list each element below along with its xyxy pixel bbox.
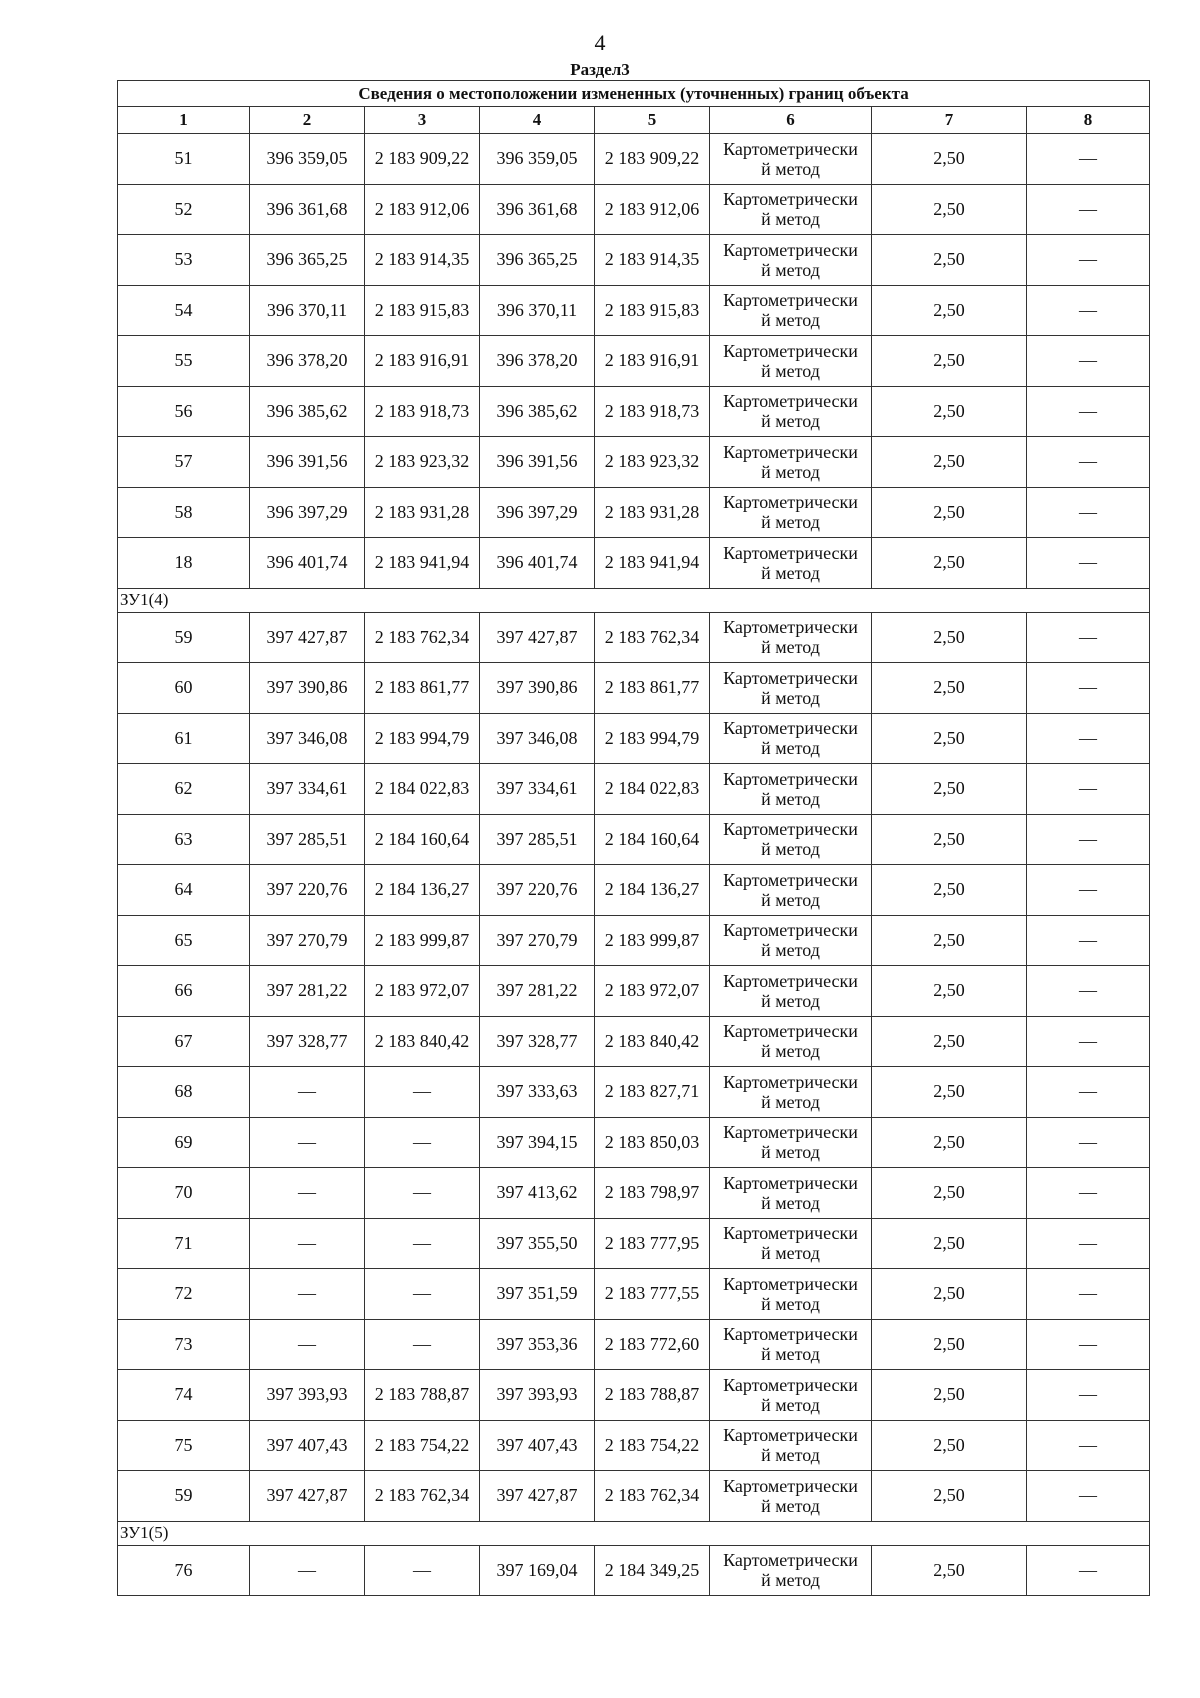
- table-cell-col-2: —: [250, 1067, 365, 1118]
- table-cell-col-4: 397 394,15: [480, 1117, 595, 1168]
- table-cell-col-1: 61: [118, 713, 250, 764]
- table-cell-col-1: 65: [118, 915, 250, 966]
- table-cell-col-3: 2 183 762,34: [365, 612, 480, 663]
- table-cell-col-1: 68: [118, 1067, 250, 1118]
- table-cell-col-7: 2,50: [872, 1218, 1027, 1269]
- column-number-1: 1: [118, 107, 250, 134]
- table-cell-col-2: 396 397,29: [250, 487, 365, 538]
- table-cell-col-2: 396 370,11: [250, 285, 365, 336]
- table-cell-col-7: 2,50: [872, 663, 1027, 714]
- table-cell-col-3: 2 183 923,32: [365, 437, 480, 488]
- table-cell-col-1: 57: [118, 437, 250, 488]
- table-cell-col-4: 396 361,68: [480, 184, 595, 235]
- table-cell-col-5: 2 183 916,91: [595, 336, 710, 387]
- table-row: [118, 1016, 1150, 1067]
- table-row: [118, 1218, 1150, 1269]
- table-cell-col-1: 64: [118, 865, 250, 916]
- table-row: [118, 285, 1150, 336]
- table-cell-col-7: 2,50: [872, 1067, 1027, 1118]
- table-cell-col-4: 397 351,59: [480, 1269, 595, 1320]
- table-cell-col-5: 2 183 788,87: [595, 1370, 710, 1421]
- table-cell-col-2: 396 361,68: [250, 184, 365, 235]
- table-cell-col-8: —: [1027, 538, 1150, 589]
- table-cell-col-1: 67: [118, 1016, 250, 1067]
- table-cell-col-2: 396 359,05: [250, 134, 365, 185]
- table-cell-col-2: 397 407,43: [250, 1420, 365, 1471]
- table-title-row: [118, 81, 1150, 107]
- table-cell-col-2: 396 391,56: [250, 437, 365, 488]
- table-cell-col-2: 397 270,79: [250, 915, 365, 966]
- table-cell-col-1: 59: [118, 1471, 250, 1522]
- table-cell-col-8: —: [1027, 1168, 1150, 1219]
- table-cell-col-1: 66: [118, 966, 250, 1017]
- table-cell-col-2: 396 385,62: [250, 386, 365, 437]
- table-cell-col-1: 59: [118, 612, 250, 663]
- table-cell-col-4: 396 385,62: [480, 386, 595, 437]
- table-row: [118, 134, 1150, 185]
- table-cell-col-6: Картометрически й метод: [710, 1370, 872, 1421]
- table-cell-col-2: 396 365,25: [250, 235, 365, 286]
- table-cell-col-8: —: [1027, 1420, 1150, 1471]
- table-cell-col-4: 397 393,93: [480, 1370, 595, 1421]
- table-cell-col-4: 397 413,62: [480, 1168, 595, 1219]
- table-cell-col-4: 396 378,20: [480, 336, 595, 387]
- table-cell-col-8: —: [1027, 1370, 1150, 1421]
- table-cell-col-3: —: [365, 1545, 480, 1596]
- table-cell-col-4: 397 346,08: [480, 713, 595, 764]
- table-cell-col-8: —: [1027, 184, 1150, 235]
- column-number-2: 2: [250, 107, 365, 134]
- table-cell-col-4: 397 285,51: [480, 814, 595, 865]
- table-cell-col-7: 2,50: [872, 713, 1027, 764]
- table-cell-col-7: 2,50: [872, 1471, 1027, 1522]
- table-row: [118, 1420, 1150, 1471]
- table-cell-col-3: 2 183 915,83: [365, 285, 480, 336]
- table-row: [118, 1117, 1150, 1168]
- table-cell-col-5: 2 183 912,06: [595, 184, 710, 235]
- table-cell-col-4: 397 333,63: [480, 1067, 595, 1118]
- table-cell-col-3: 2 183 754,22: [365, 1420, 480, 1471]
- table-cell-col-3: —: [365, 1117, 480, 1168]
- table-cell-col-6: Картометрически й метод: [710, 865, 872, 916]
- table-row: [118, 713, 1150, 764]
- table-cell-col-1: 62: [118, 764, 250, 815]
- table-cell-col-2: 396 378,20: [250, 336, 365, 387]
- table-cell-col-3: —: [365, 1067, 480, 1118]
- table-cell-col-6: Картометрически й метод: [710, 487, 872, 538]
- column-number-3: 3: [365, 107, 480, 134]
- table-cell-col-6: Картометрически й метод: [710, 966, 872, 1017]
- table-cell-col-6: Картометрически й метод: [710, 134, 872, 185]
- table-cell-col-8: —: [1027, 966, 1150, 1017]
- table-cell-col-6: Картометрически й метод: [710, 663, 872, 714]
- table-cell-col-6: Картометрически й метод: [710, 1067, 872, 1118]
- table-cell-col-3: 2 183 762,34: [365, 1471, 480, 1522]
- table-cell-col-7: 2,50: [872, 1370, 1027, 1421]
- table-cell-col-5: 2 183 914,35: [595, 235, 710, 286]
- table-cell-col-4: 397 355,50: [480, 1218, 595, 1269]
- table-cell-col-7: 2,50: [872, 966, 1027, 1017]
- table-row: [118, 538, 1150, 589]
- table-cell-col-7: 2,50: [872, 814, 1027, 865]
- table-cell-col-6: Картометрически й метод: [710, 1420, 872, 1471]
- table-cell-col-6: Картометрически й метод: [710, 713, 872, 764]
- table-cell-col-2: 397 346,08: [250, 713, 365, 764]
- table-cell-col-5: 2 183 777,55: [595, 1269, 710, 1320]
- table-row: [118, 1168, 1150, 1219]
- table-cell-col-6: Картометрически й метод: [710, 1117, 872, 1168]
- table-cell-col-8: —: [1027, 713, 1150, 764]
- table-cell-col-5: 2 183 850,03: [595, 1117, 710, 1168]
- table-cell-col-1: 54: [118, 285, 250, 336]
- table-cell-col-8: —: [1027, 487, 1150, 538]
- table-cell-col-3: 2 183 914,35: [365, 235, 480, 286]
- table-cell-col-5: 2 183 861,77: [595, 663, 710, 714]
- table-row: [118, 386, 1150, 437]
- table-cell-col-4: 397 334,61: [480, 764, 595, 815]
- table-cell-col-3: 2 183 941,94: [365, 538, 480, 589]
- table-cell-col-5: 2 183 923,32: [595, 437, 710, 488]
- table-cell-col-6: Картометрически й метод: [710, 1168, 872, 1219]
- table-cell-col-3: 2 183 918,73: [365, 386, 480, 437]
- column-number-7: 7: [872, 107, 1027, 134]
- table-cell-col-8: —: [1027, 915, 1150, 966]
- table-row: [118, 336, 1150, 387]
- table-cell-col-1: 73: [118, 1319, 250, 1370]
- table-cell-col-1: 72: [118, 1269, 250, 1320]
- table-cell-col-5: 2 183 972,07: [595, 966, 710, 1017]
- section-title: Раздел3: [570, 60, 630, 79]
- table-row: [118, 487, 1150, 538]
- column-number-5: 5: [595, 107, 710, 134]
- table-cell-col-8: —: [1027, 612, 1150, 663]
- table-cell-col-6: Картометрически й метод: [710, 184, 872, 235]
- table-cell-col-7: 2,50: [872, 612, 1027, 663]
- table-cell-col-8: —: [1027, 1545, 1150, 1596]
- table-row: [118, 184, 1150, 235]
- table-cell-col-6: Картометрически й метод: [710, 1319, 872, 1370]
- boundary-coordinates-table: [117, 80, 1150, 1596]
- table-cell-col-2: 397 328,77: [250, 1016, 365, 1067]
- table-row: [118, 915, 1150, 966]
- table-cell-col-6: Картометрически й метод: [710, 1016, 872, 1067]
- table-cell-col-2: 397 427,87: [250, 612, 365, 663]
- table-cell-col-6: Картометрически й метод: [710, 612, 872, 663]
- table-row: [118, 612, 1150, 663]
- group-label-row: [118, 588, 1150, 612]
- table-cell-col-4: 396 359,05: [480, 134, 595, 185]
- table-cell-col-1: 55: [118, 336, 250, 387]
- table-cell-col-4: 397 169,04: [480, 1545, 595, 1596]
- column-number-row: [118, 107, 1150, 134]
- table-cell-col-3: —: [365, 1168, 480, 1219]
- table-cell-col-3: 2 184 022,83: [365, 764, 480, 815]
- table-cell-col-5: 2 184 022,83: [595, 764, 710, 815]
- table-cell-col-3: 2 183 999,87: [365, 915, 480, 966]
- table-cell-col-7: 2,50: [872, 235, 1027, 286]
- table-cell-col-1: 76: [118, 1545, 250, 1596]
- table-cell-col-5: 2 183 999,87: [595, 915, 710, 966]
- table-cell-col-5: 2 183 762,34: [595, 1471, 710, 1522]
- table-cell-col-1: 74: [118, 1370, 250, 1421]
- table-cell-col-1: 18: [118, 538, 250, 589]
- table-cell-col-2: 396 401,74: [250, 538, 365, 589]
- table-cell-col-5: 2 183 909,22: [595, 134, 710, 185]
- table-cell-col-6: Картометрически й метод: [710, 1471, 872, 1522]
- table-cell-col-6: Картометрически й метод: [710, 437, 872, 488]
- table-cell-col-5: 2 183 827,71: [595, 1067, 710, 1118]
- table-cell-col-7: 2,50: [872, 1269, 1027, 1320]
- table-cell-col-2: —: [250, 1168, 365, 1219]
- table-cell-col-5: 2 183 918,73: [595, 386, 710, 437]
- table-cell-col-3: —: [365, 1218, 480, 1269]
- table-cell-col-1: 63: [118, 814, 250, 865]
- table-cell-col-5: 2 184 136,27: [595, 865, 710, 916]
- table-cell-col-5: 2 183 754,22: [595, 1420, 710, 1471]
- table-row: [118, 437, 1150, 488]
- table-row: [118, 1471, 1150, 1522]
- table-cell-col-5: 2 183 915,83: [595, 285, 710, 336]
- table-row: [118, 1319, 1150, 1370]
- table-row: [118, 1545, 1150, 1596]
- table-cell-col-4: 396 401,74: [480, 538, 595, 589]
- table-cell-col-6: Картометрически й метод: [710, 386, 872, 437]
- table-cell-col-2: 397 427,87: [250, 1471, 365, 1522]
- table-cell-col-2: 397 281,22: [250, 966, 365, 1017]
- table-cell-col-8: —: [1027, 1016, 1150, 1067]
- table-cell-col-8: —: [1027, 1117, 1150, 1168]
- table-cell-col-1: 51: [118, 134, 250, 185]
- table-cell-col-8: —: [1027, 764, 1150, 815]
- column-number-4: 4: [480, 107, 595, 134]
- table-cell-col-6: Картометрически й метод: [710, 538, 872, 589]
- table-cell-col-5: 2 183 777,95: [595, 1218, 710, 1269]
- table-cell-col-8: —: [1027, 1319, 1150, 1370]
- table-cell-col-4: 396 370,11: [480, 285, 595, 336]
- table-cell-col-4: 396 391,56: [480, 437, 595, 488]
- page-number: 4: [594, 30, 606, 55]
- table-cell-col-3: 2 183 909,22: [365, 134, 480, 185]
- table-cell-col-6: Картометрически й метод: [710, 764, 872, 815]
- table-cell-col-2: —: [250, 1545, 365, 1596]
- table-cell-col-5: 2 183 798,97: [595, 1168, 710, 1219]
- table-cell-col-8: —: [1027, 235, 1150, 286]
- table-cell-col-8: —: [1027, 1269, 1150, 1320]
- table-cell-col-7: 2,50: [872, 1168, 1027, 1219]
- table-cell-col-1: 58: [118, 487, 250, 538]
- table-row: [118, 966, 1150, 1017]
- table-row: [118, 235, 1150, 286]
- table-cell-col-8: —: [1027, 1218, 1150, 1269]
- table-cell-col-1: 53: [118, 235, 250, 286]
- table-cell-col-3: 2 183 972,07: [365, 966, 480, 1017]
- table-cell-col-3: 2 183 994,79: [365, 713, 480, 764]
- table-cell-col-6: Картометрически й метод: [710, 1545, 872, 1596]
- table-cell-col-8: —: [1027, 134, 1150, 185]
- table-row: [118, 814, 1150, 865]
- group-label: ЗУ1(5): [118, 1521, 1150, 1545]
- table-cell-col-4: 397 407,43: [480, 1420, 595, 1471]
- table-cell-col-8: —: [1027, 1471, 1150, 1522]
- table-cell-col-4: 396 365,25: [480, 235, 595, 286]
- table-cell-col-3: —: [365, 1269, 480, 1320]
- table-cell-col-7: 2,50: [872, 336, 1027, 387]
- table-cell-col-3: 2 183 916,91: [365, 336, 480, 387]
- table-cell-col-6: Картометрически й метод: [710, 336, 872, 387]
- table-cell-col-6: Картометрически й метод: [710, 915, 872, 966]
- table-cell-col-8: —: [1027, 437, 1150, 488]
- table-body: [118, 134, 1150, 1596]
- table-cell-col-5: 2 183 931,28: [595, 487, 710, 538]
- table-cell-col-2: —: [250, 1218, 365, 1269]
- table-cell-col-8: —: [1027, 865, 1150, 916]
- table-cell-col-7: 2,50: [872, 386, 1027, 437]
- table-cell-col-5: 2 183 762,34: [595, 612, 710, 663]
- table-cell-col-7: 2,50: [872, 1319, 1027, 1370]
- table-cell-col-1: 69: [118, 1117, 250, 1168]
- table-cell-col-8: —: [1027, 336, 1150, 387]
- table-cell-col-6: Картометрически й метод: [710, 1269, 872, 1320]
- table-cell-col-7: 2,50: [872, 1016, 1027, 1067]
- table-title: Сведения о местоположении измененных (уточненных) границ объекта: [118, 81, 1150, 107]
- table-cell-col-4: 397 281,22: [480, 966, 595, 1017]
- table-cell-col-8: —: [1027, 386, 1150, 437]
- table-row: [118, 764, 1150, 815]
- table-cell-col-6: Картометрически й метод: [710, 285, 872, 336]
- table-cell-col-7: 2,50: [872, 134, 1027, 185]
- table-row: [118, 865, 1150, 916]
- table-cell-col-3: 2 184 136,27: [365, 865, 480, 916]
- table-cell-col-2: 397 393,93: [250, 1370, 365, 1421]
- table-cell-col-1: 75: [118, 1420, 250, 1471]
- table-cell-col-5: 2 184 160,64: [595, 814, 710, 865]
- table-cell-col-6: Картометрически й метод: [710, 814, 872, 865]
- table-cell-col-7: 2,50: [872, 538, 1027, 589]
- table-cell-col-1: 56: [118, 386, 250, 437]
- table-cell-col-8: —: [1027, 285, 1150, 336]
- table-cell-col-5: 2 183 840,42: [595, 1016, 710, 1067]
- table-cell-col-1: 52: [118, 184, 250, 235]
- table-cell-col-7: 2,50: [872, 487, 1027, 538]
- table-cell-col-7: 2,50: [872, 1545, 1027, 1596]
- table-cell-col-8: —: [1027, 814, 1150, 865]
- table-cell-col-5: 2 183 941,94: [595, 538, 710, 589]
- table-cell-col-3: 2 183 788,87: [365, 1370, 480, 1421]
- table-cell-col-4: 397 390,86: [480, 663, 595, 714]
- table-cell-col-4: 397 427,87: [480, 612, 595, 663]
- table-cell-col-1: 60: [118, 663, 250, 714]
- table-cell-col-3: 2 184 160,64: [365, 814, 480, 865]
- table-cell-col-2: 397 334,61: [250, 764, 365, 815]
- table-row: [118, 1067, 1150, 1118]
- table-cell-col-7: 2,50: [872, 184, 1027, 235]
- table-cell-col-6: Картометрически й метод: [710, 235, 872, 286]
- table-cell-col-4: 397 270,79: [480, 915, 595, 966]
- table-cell-col-5: 2 184 349,25: [595, 1545, 710, 1596]
- table-cell-col-4: 397 427,87: [480, 1471, 595, 1522]
- table-cell-col-3: 2 183 912,06: [365, 184, 480, 235]
- table-cell-col-1: 70: [118, 1168, 250, 1219]
- table-cell-col-3: —: [365, 1319, 480, 1370]
- table-cell-col-2: —: [250, 1117, 365, 1168]
- table-cell-col-3: 2 183 931,28: [365, 487, 480, 538]
- column-number-6: 6: [710, 107, 872, 134]
- table-cell-col-7: 2,50: [872, 1420, 1027, 1471]
- table-cell-col-7: 2,50: [872, 1117, 1027, 1168]
- table-cell-col-4: 396 397,29: [480, 487, 595, 538]
- table-row: [118, 1370, 1150, 1421]
- table-cell-col-2: 397 220,76: [250, 865, 365, 916]
- table-cell-col-8: —: [1027, 1067, 1150, 1118]
- column-number-8: 8: [1027, 107, 1150, 134]
- table-cell-col-7: 2,50: [872, 437, 1027, 488]
- table-row: [118, 663, 1150, 714]
- group-label: ЗУ1(4): [118, 588, 1150, 612]
- table-cell-col-1: 71: [118, 1218, 250, 1269]
- table-cell-col-4: 397 220,76: [480, 865, 595, 916]
- table-cell-col-6: Картометрически й метод: [710, 1218, 872, 1269]
- table-cell-col-8: —: [1027, 663, 1150, 714]
- table-cell-col-2: —: [250, 1319, 365, 1370]
- table-cell-col-7: 2,50: [872, 285, 1027, 336]
- table-row: [118, 1269, 1150, 1320]
- table-cell-col-5: 2 183 772,60: [595, 1319, 710, 1370]
- table-cell-col-7: 2,50: [872, 865, 1027, 916]
- table-cell-col-7: 2,50: [872, 764, 1027, 815]
- table-cell-col-2: —: [250, 1269, 365, 1320]
- group-label-row: [118, 1521, 1150, 1545]
- table-cell-col-4: 397 353,36: [480, 1319, 595, 1370]
- table-cell-col-5: 2 183 994,79: [595, 713, 710, 764]
- table-cell-col-7: 2,50: [872, 915, 1027, 966]
- table-cell-col-2: 397 285,51: [250, 814, 365, 865]
- table-cell-col-4: 397 328,77: [480, 1016, 595, 1067]
- table-cell-col-3: 2 183 840,42: [365, 1016, 480, 1067]
- table-cell-col-2: 397 390,86: [250, 663, 365, 714]
- table-cell-col-3: 2 183 861,77: [365, 663, 480, 714]
